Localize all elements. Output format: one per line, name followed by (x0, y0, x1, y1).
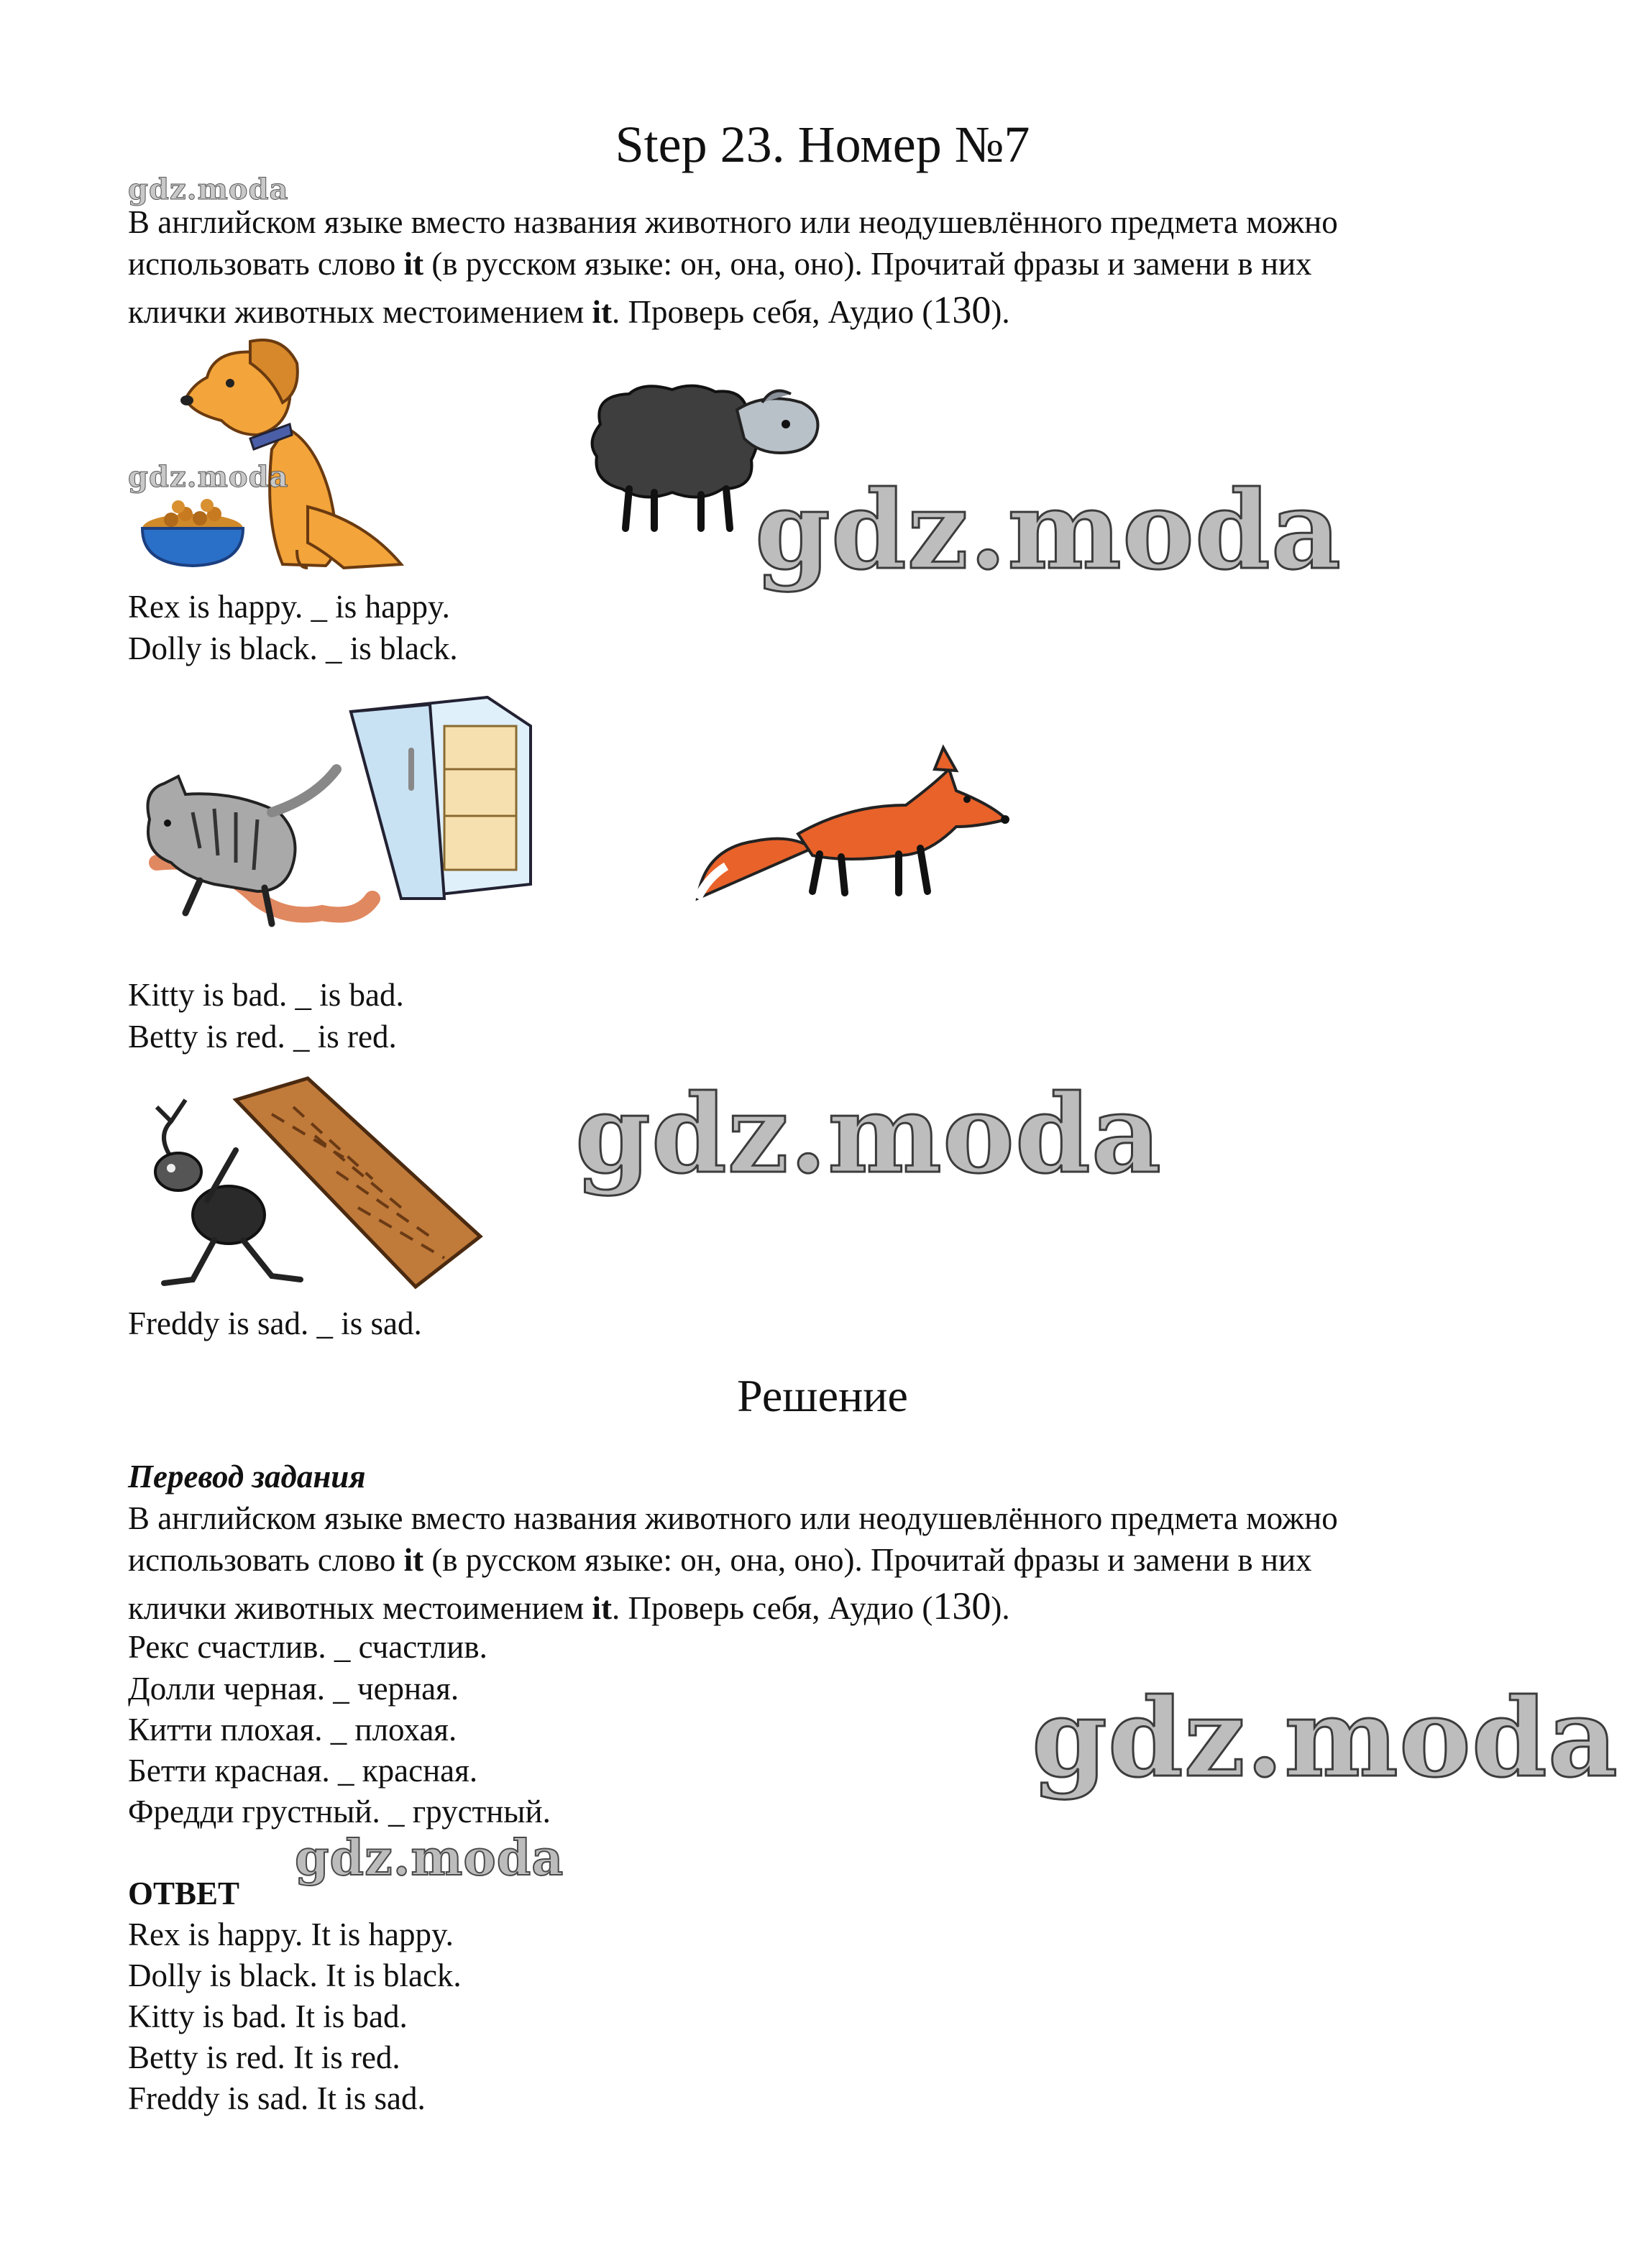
task-line-1: В английском языке вместо названия животного или неодушевлённого предмета можно (128, 204, 1338, 240)
exercise-line-betty: Betty is red. _ is red. (128, 1019, 397, 1055)
task-line-3: клички животных местоимением it. Проверь себя, Аудио (130). (128, 288, 1010, 331)
translation-item-freddy: Фредди грустный. _ грустный. (128, 1794, 551, 1829)
watermark-sheep: gdz.moda (755, 467, 1342, 594)
answer-item-kitty: Kitty is bad. It is bad. (128, 1998, 408, 2034)
exercise-line-freddy: Freddy is sad. _ is sad. (128, 1305, 422, 1341)
translation-paragraph (128, 1497, 1530, 1629)
task-line-2: использовать слово it (в русском языке: он, она, оно). Прочитай фразы и замени в них (128, 246, 1312, 282)
translation-line-3: клички животных местоимением it. Проверь себя, Аудио (130). (128, 1584, 1010, 1627)
dog-illustration (128, 334, 437, 582)
translation-line-1: В английском языке вместо названия животного или неодушевлённого предмета можно (128, 1500, 1338, 1536)
exercise-line-kitty: Kitty is bad. _ is bad. (128, 977, 404, 1013)
watermark-ant: gdz.moda (575, 1071, 1163, 1198)
answer-item-betty: Betty is red. It is red. (128, 2039, 400, 2075)
answer-heading: ОТВЕТ (128, 1876, 240, 1911)
fox-illustration (690, 740, 1021, 913)
translation-item-rex: Рекс счастлив. _ счастлив. (128, 1629, 487, 1665)
cat-illustration (128, 683, 531, 970)
page-title: Step 23. Номер №7 (615, 116, 1030, 173)
watermark-top: gdz.moda (128, 173, 289, 206)
exercise-line-dolly: Dolly is black. _ is black. (128, 630, 458, 666)
watermark-dog: gdz.moda (128, 460, 289, 494)
solution-heading: Решение (737, 1370, 908, 1421)
translation-line-2: использовать слово it (в русском языке: он, она, оно). Прочитай фразы и замени в них (128, 1542, 1312, 1578)
answer-item-freddy: Freddy is sad. It is sad. (128, 2080, 426, 2116)
answer-item-dolly: Dolly is black. It is black. (128, 1957, 462, 1993)
translation-heading: Перевод задания (128, 1459, 366, 1495)
translation-item-betty: Бетти красная. _ красная. (128, 1753, 478, 1789)
translation-item-kitty: Китти плохая. _ плохая. (128, 1712, 457, 1748)
answer-item-rex: Rex is happy. It is happy. (128, 1916, 454, 1952)
exercise-line-rex: Rex is happy. _ is happy. (128, 589, 450, 625)
watermark-translation: gdz.moda (1032, 1675, 1619, 1801)
watermark-answer: gdz.moda (295, 1829, 564, 1887)
translation-item-dolly: Долли черная. _ черная. (128, 1671, 459, 1707)
ant-illustration (128, 1071, 487, 1301)
task-paragraph (128, 201, 1530, 333)
